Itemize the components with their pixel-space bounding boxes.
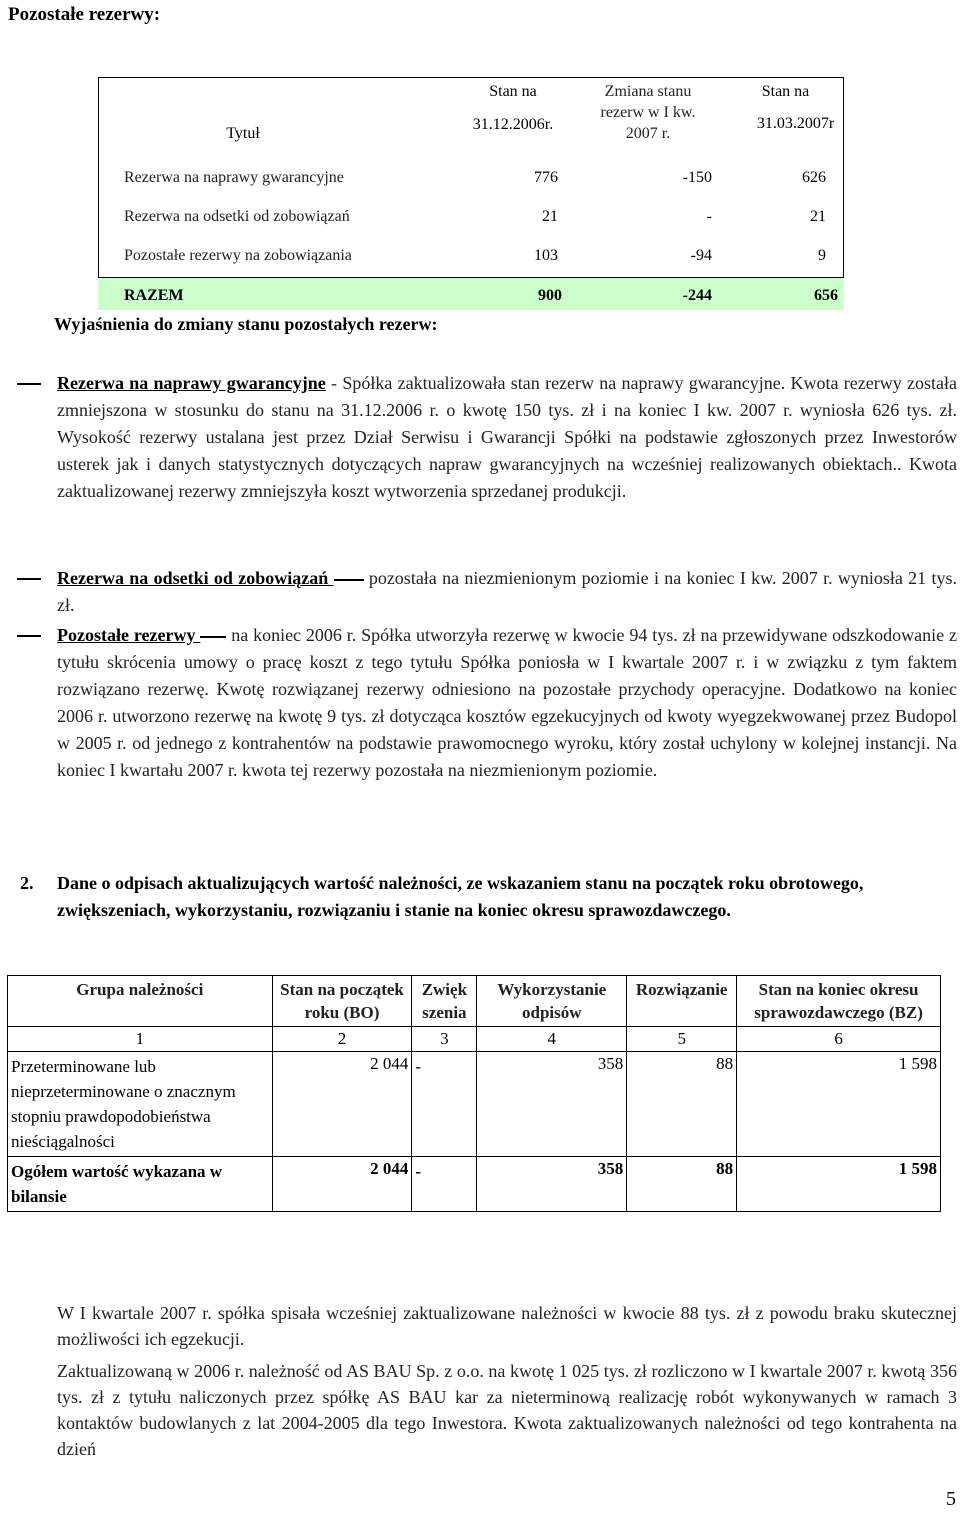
subheading: Wyjaśnienia do zmiany stanu pozostałych rezerw: [54,314,438,334]
section-2-heading [20,870,950,924]
col-number: 6 [737,1027,941,1052]
table-row-label: Rezerwa na naprawy gwarancyjne [124,169,344,186]
header-zmiana-1: Zmiana stanu [604,83,692,100]
table-cell: 9 [818,247,826,264]
col-header: Rozwiązanie [627,976,737,1027]
total-label: RAZEM [124,287,184,304]
total-cell: 656 [814,287,838,304]
table-cell: 21 [542,208,558,225]
table-cell: - [706,208,712,225]
paragraph: W I kwartale 2007 r. spółka spisała wcześniej zaktualizowane należności w kwocie 88 tys. zł z powodu braku skutecznej możliwości ich egzekucji. [57,1303,957,1349]
table-cell: 88 [627,1157,737,1212]
col-header: Stan na początek roku (BO) [272,976,412,1027]
col-number: 3 [412,1027,477,1052]
paragraph: Zaktualizowaną w 2006 r. należność od AS BAU Sp. z o.o. na kwotę 1 025 tys. zł rozliczono w I kwartale 2007 r. kwotą 356 tys. zł z tytułu naliczonych przez spółkę AS BAU kar za nieterminową realizację robót wykonywanych w ramach 3 kontaktów budowlanych z lat 2004-2005 dla tego Inwestora. Kwota zaktualizowanych należności od tego kontrahenta na dzień [57,1361,957,1459]
table-cell: - [412,1052,477,1157]
header-stan-date: 31.12.2006r. [472,116,554,133]
table-cell: 103 [534,247,558,264]
header-stan-end-date: 31.03.2007r [756,115,835,132]
item-text: pozostała na niezmienionym poziomie i na koniec I kw. 2007 r. wyniosła 21 tys. zł. [57,568,957,615]
table-cell: 358 [477,1052,627,1157]
col-header: Stan na koniec okresu sprawozdawczego (BZ) [737,976,941,1027]
item-title: Rezerwa na odsetki od zobowiązań [57,568,334,588]
header-stan-end-label: Stan na [761,83,810,100]
inline-dash [200,636,226,638]
item-naprawy [57,370,957,505]
table-cell: - [412,1157,477,1212]
col-number: 1 [8,1027,273,1052]
item-text: na koniec 2006 r. Spółka utworzyła rezerwę w kwocie 94 tys. zł na przewidywane odszkodowanie z tytułu skrócenia umowy o pracę koszt z tego tytułu Spółka poniosła w I kwartale 2007 r. i w związku z tym faktem rozwiązano rezerwę. Kwotę rozwiązanej rezerwy odniesiono na pozostałe przychody operacyjne. Dodatkowo na koniec 2006 r. utworzono rezerwę na kwotę 9 tys. zł dotycząca kosztów egzekucyjnych od kwoty wyegzekwowanej przez Budopol w 2005 r. od jednego z kontrahentów na podstawie prawomocnego wyroku, który został uchylony w kolejnej instancji. Na koniec I kwartału 2007 r. kwota tej rezerwy pozostała na niezmienionym poziomie. [57,625,958,780]
table-cell: -94 [690,247,712,264]
table-cell: 88 [627,1052,737,1157]
item-title: Pozostałe rezerwy [57,625,201,645]
page-title: Pozostałe rezerwy: [8,4,161,25]
table-cell: -150 [682,169,712,186]
table-cell: 358 [477,1157,627,1212]
bullet-dash [17,578,41,580]
header-title: Tytuł [226,125,260,142]
table-cell: 21 [810,208,826,225]
item-text: - Spółka zaktualizowała stan rezerw na naprawy gwarancyjne. Kwota rezerwy została zmniejszona w stosunku do stanu na 31.12.2006 r. o kwotę 150 tys. zł i na koniec I kw. 2007 r. wyniosła 626 tys. zł. Wysokość rezerwy ustalana jest przez Dział Serwisu i Gwarancji Spółki na podstawie zgłoszonych przez Inwestorów usterek jak i danych statystycznych dotyczących napraw gwarancyjnych na wcześniej realizowanych obiektach.. Kwota zaktualizowanej rezerwy zmniejszyła koszt wytworzenia sprzedanej produkcji. [57,373,957,501]
bullet-dash [17,635,41,637]
section-number: 2. [20,873,34,893]
table-cell: 1 598 [737,1157,941,1212]
col-header: Wykorzystanie odpisów [477,976,627,1027]
table-cell: 2 044 [272,1052,412,1157]
header-zmiana-3: 2007 r. [625,125,671,142]
table-cell: 2 044 [272,1157,412,1212]
bullet-dash [17,383,41,385]
item-odsetki [57,565,957,619]
row-label: Przeterminowane lub nieprzeterminowane o znacznym stopniu prawdopodobieństwa nieściągalności [8,1052,273,1157]
section-text: Dane o odpisach aktualizujących wartość należności, ze wskazaniem stanu na początek roku obrotowego, zwiększeniach, wykorzystaniu, rozwiązaniu i stanie na koniec okresu sprawozdawczego. [57,873,864,920]
total-row [98,277,844,310]
table-cell: 776 [534,169,558,186]
page-number: 5 [946,1488,956,1510]
col-number: 4 [477,1027,627,1052]
table-row-label: Rezerwa na odsetki od zobowiązań [124,208,350,225]
header-stan-label: Stan na [489,83,537,100]
col-number: 5 [627,1027,737,1052]
total-cell: -244 [682,287,712,304]
col-header: Grupa należności [8,976,273,1027]
col-header: Zwięk szenia [412,976,477,1027]
row-label: Ogółem wartość wykazana w bilansie [8,1157,273,1212]
total-cell: 900 [538,287,562,304]
header-zmiana-2: rezerw w I kw. [600,104,696,121]
receivables-table [7,975,941,1212]
item-title: Rezerwa na naprawy gwarancyjne [57,373,326,393]
table-cell: 626 [802,169,826,186]
reserves-table-content [98,77,844,310]
col-number: 2 [272,1027,412,1052]
inline-dash [334,579,364,581]
table-cell: 1 598 [737,1052,941,1157]
table-row-label: Pozostałe rezerwy na zobowiązania [124,247,352,264]
item-pozostale [57,622,957,784]
